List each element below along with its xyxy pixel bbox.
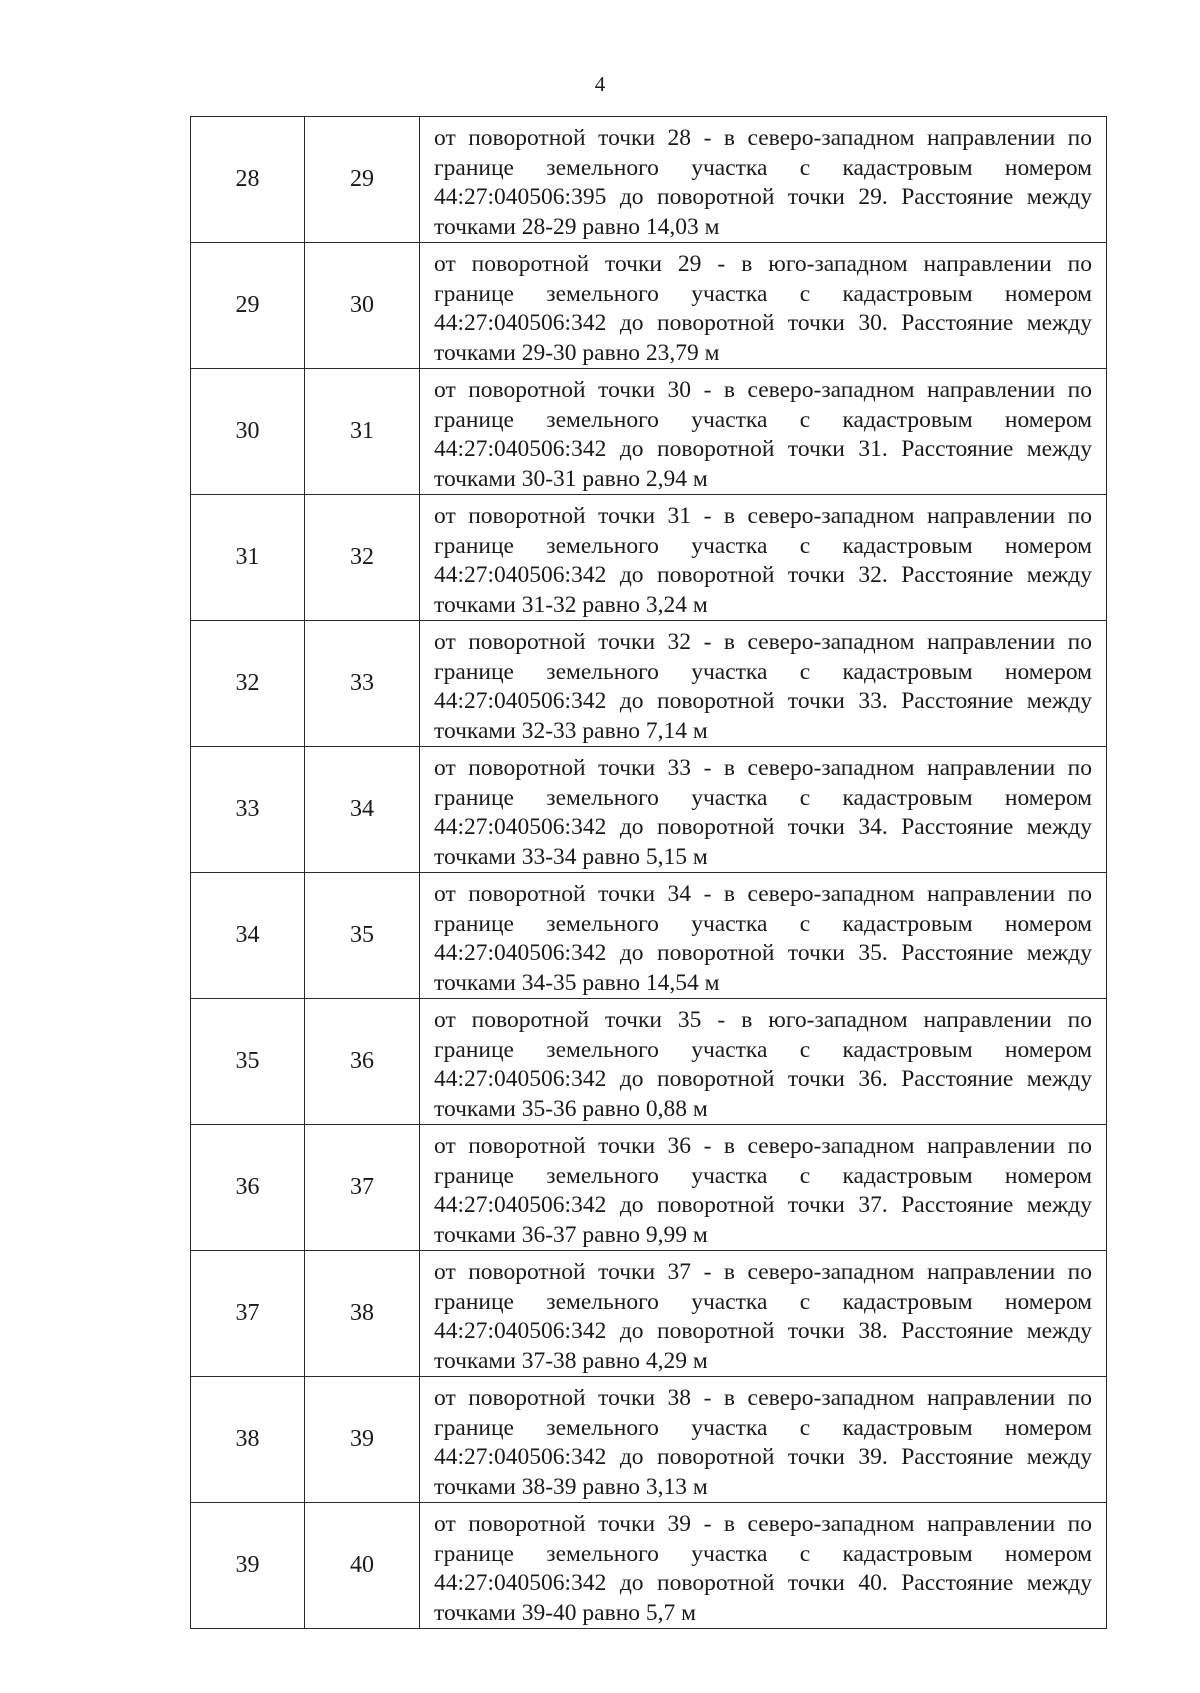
end-point-cell: 31 — [305, 369, 420, 495]
end-point-cell: 35 — [305, 873, 420, 999]
table-row — [191, 621, 1107, 747]
boundary-description-table — [190, 116, 1107, 1629]
segment-description-cell: от поворотной точки 31 - в северо-западном направлении по границе земельного участка с кадастровым номером 44:27:040506:342 до поворотной точки 32. Расстояние между точками 31-32 равно 3,24 м — [420, 495, 1107, 621]
start-point-cell: 38 — [191, 1377, 305, 1503]
table-row — [191, 1503, 1107, 1629]
table-row — [191, 1251, 1107, 1377]
table-row — [191, 117, 1107, 243]
segment-description-cell: от поворотной точки 39 - в северо-западном направлении по границе земельного участка с кадастровым номером 44:27:040506:342 до поворотной точки 40. Расстояние между точками 39-40 равно 5,7 м — [420, 1503, 1107, 1629]
end-point-cell: 39 — [305, 1377, 420, 1503]
segment-description-cell: от поворотной точки 28 - в северо-западном направлении по границе земельного участка с кадастровым номером 44:27:040506:395 до поворотной точки 29. Расстояние между точками 28-29 равно 14,03 м — [420, 117, 1107, 243]
end-point-cell: 37 — [305, 1125, 420, 1251]
start-point-cell: 39 — [191, 1503, 305, 1629]
segment-description-cell: от поворотной точки 36 - в северо-западном направлении по границе земельного участка с кадастровым номером 44:27:040506:342 до поворотной точки 37. Расстояние между точками 36-37 равно 9,99 м — [420, 1125, 1107, 1251]
start-point-cell: 29 — [191, 243, 305, 369]
table-row — [191, 873, 1107, 999]
table-row — [191, 1125, 1107, 1251]
start-point-cell: 37 — [191, 1251, 305, 1377]
table-row — [191, 495, 1107, 621]
start-point-cell: 28 — [191, 117, 305, 243]
start-point-cell: 35 — [191, 999, 305, 1125]
table-row — [191, 999, 1107, 1125]
table-row — [191, 243, 1107, 369]
start-point-cell: 33 — [191, 747, 305, 873]
end-point-cell: 30 — [305, 243, 420, 369]
segment-description-cell: от поворотной точки 29 - в юго-западном направлении по границе земельного участка с кадастровым номером 44:27:040506:342 до поворотной точки 30. Расстояние между точками 29-30 равно 23,79 м — [420, 243, 1107, 369]
segment-description-cell: от поворотной точки 34 - в северо-западном направлении по границе земельного участка с кадастровым номером 44:27:040506:342 до поворотной точки 35. Расстояние между точками 34-35 равно 14,54 м — [420, 873, 1107, 999]
end-point-cell: 33 — [305, 621, 420, 747]
start-point-cell: 36 — [191, 1125, 305, 1251]
table-body — [191, 117, 1107, 1629]
table-row — [191, 1377, 1107, 1503]
page-number: 4 — [594, 72, 606, 96]
segment-description-cell: от поворотной точки 32 - в северо-западном направлении по границе земельного участка с кадастровым номером 44:27:040506:342 до поворотной точки 33. Расстояние между точками 32-33 равно 7,14 м — [420, 621, 1107, 747]
segment-description-cell: от поворотной точки 38 - в северо-западном направлении по границе земельного участка с кадастровым номером 44:27:040506:342 до поворотной точки 39. Расстояние между точками 38-39 равно 3,13 м — [420, 1377, 1107, 1503]
start-point-cell: 31 — [191, 495, 305, 621]
start-point-cell: 34 — [191, 873, 305, 999]
start-point-cell: 30 — [191, 369, 305, 495]
segment-description-cell: от поворотной точки 30 - в северо-западном направлении по границе земельного участка с кадастровым номером 44:27:040506:342 до поворотной точки 31. Расстояние между точками 30-31 равно 2,94 м — [420, 369, 1107, 495]
end-point-cell: 29 — [305, 117, 420, 243]
start-point-cell: 32 — [191, 621, 305, 747]
end-point-cell: 38 — [305, 1251, 420, 1377]
segment-description-cell: от поворотной точки 35 - в юго-западном направлении по границе земельного участка с кадастровым номером 44:27:040506:342 до поворотной точки 36. Расстояние между точками 35-36 равно 0,88 м — [420, 999, 1107, 1125]
end-point-cell: 36 — [305, 999, 420, 1125]
table-row — [191, 369, 1107, 495]
table-row — [191, 747, 1107, 873]
end-point-cell: 40 — [305, 1503, 420, 1629]
segment-description-cell: от поворотной точки 33 - в северо-западном направлении по границе земельного участка с кадастровым номером 44:27:040506:342 до поворотной точки 34. Расстояние между точками 33-34 равно 5,15 м — [420, 747, 1107, 873]
segment-description-cell: от поворотной точки 37 - в северо-западном направлении по границе земельного участка с кадастровым номером 44:27:040506:342 до поворотной точки 38. Расстояние между точками 37-38 равно 4,29 м — [420, 1251, 1107, 1377]
end-point-cell: 32 — [305, 495, 420, 621]
end-point-cell: 34 — [305, 747, 420, 873]
